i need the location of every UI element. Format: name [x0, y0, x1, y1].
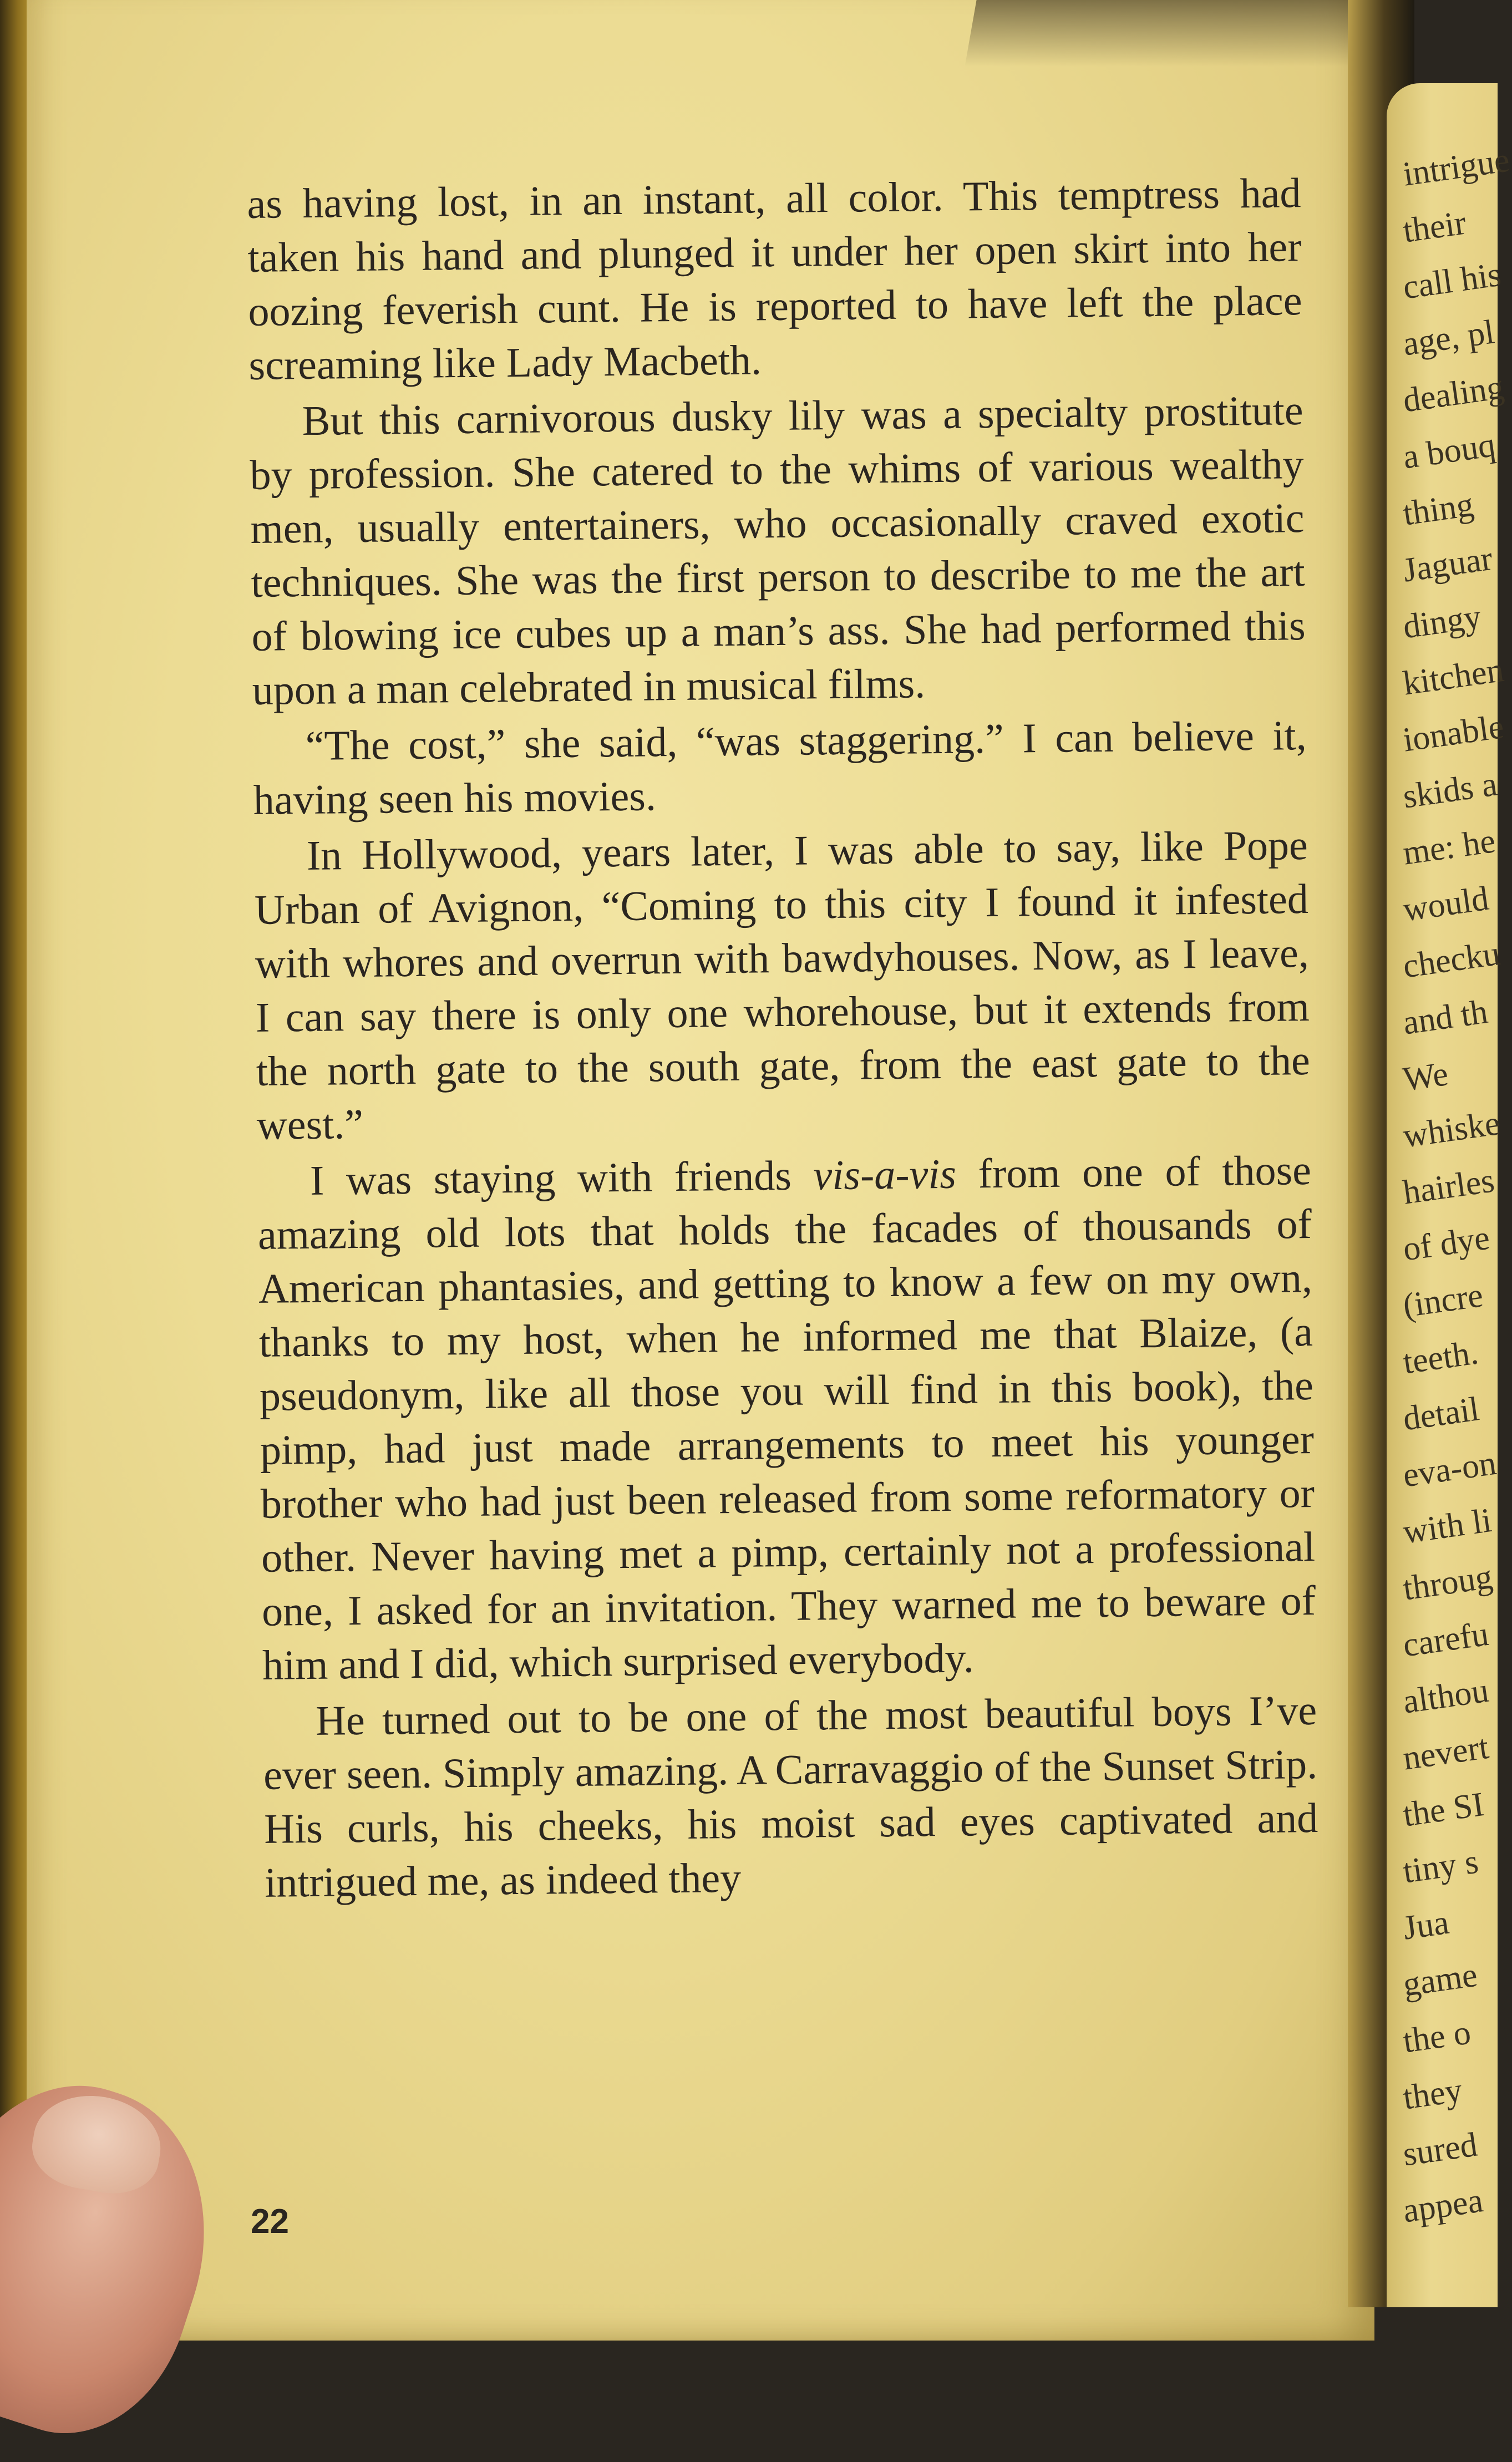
paragraph-2: But this carnivorous dusky lily was a specialty prostitute by profession. She catered to the whims of various wealthy men, usually entertainers, who occasionally craved exotic techniques. She was the first person to describe to me the art of blowing ice cubes up a man’s ass. She had performed this upon a man celebrated in musical films.: [250, 387, 1306, 714]
facing-page-fragment: hairles: [1401, 1161, 1497, 1212]
facing-page-fragment: a bouq: [1401, 426, 1498, 476]
facing-page-fragment: kitchen: [1401, 651, 1506, 703]
facing-page-fragment: thing: [1401, 485, 1476, 533]
facing-page-fragment: teeth.: [1401, 1333, 1481, 1382]
facing-page-fragment: appea: [1401, 2181, 1485, 2230]
facing-page-fragment: game: [1401, 1956, 1480, 2004]
facing-page-fragment: skids a: [1401, 765, 1500, 816]
facing-page-fragment: age, pl: [1401, 313, 1497, 363]
paragraph-4: In Hollywood, years later, I was able to say, like Pope Urban of Avignon, “Coming to this city I found it infested with whores and overrun with bawdyhouses. Now, as I leave, I can say there is only one whorehouse, but it extends from the north gate to the south gate, from the east gate to the west.”: [254, 822, 1311, 1149]
facing-page-fragment: Jaguar: [1401, 539, 1495, 590]
facing-page-fragment: me: he: [1401, 822, 1498, 872]
facing-page-fragment: of dye: [1401, 1219, 1492, 1268]
facing-page-fragment: intrigue: [1401, 141, 1512, 194]
facing-page-fragment: and th: [1401, 993, 1490, 1042]
page-text: [247, 166, 1319, 1912]
facing-page-fragment: they: [1401, 2071, 1465, 2117]
facing-page-fragment: ionable: [1401, 707, 1506, 759]
facing-page: [1387, 83, 1512, 2307]
paragraph-3: “The cost,” she said, “was staggering.” I can believe it, having seen his movies.: [253, 712, 1307, 824]
facing-page-fragment: dealing: [1401, 368, 1506, 420]
facing-page-fragment: Jua: [1401, 1903, 1452, 1947]
paragraph-6: He turned out to be one of the most beautiful boys I’ve ever seen. Simply amazing. A Carravaggio of the Sunset Strip. His curls, his cheeks, his moist sad eyes captivated and intrigued me, as indeed they: [263, 1687, 1318, 1906]
paragraph-5-italic: vis-a-vis: [813, 1150, 957, 1199]
facing-page-fragment: the SI: [1401, 1785, 1486, 1834]
page-top-shadow: [965, 0, 1409, 67]
facing-page-fragment: checku: [1401, 934, 1503, 986]
facing-page-fragment: the o: [1401, 2013, 1473, 2060]
paragraph-5-end: from one of those amazing old lots that holds the facades of thousands of American phantasies, and getting to know a few on my own, thanks to my host, when he informed me that Blaize, (a pseudonym, like all those you will find in this book), the pimp, had just made arrangements to meet his younger brother who had just been released from some reformatory or other. Never having met a pimp, certainly not a professional one, I asked for an invitation. They warned me to beware of him and I did, which surprised everybody.: [257, 1147, 1316, 1689]
facing-page-fragment: althou: [1401, 1671, 1491, 1721]
facing-page-fragment: We: [1401, 1055, 1450, 1099]
facing-page-fragment: eva-on: [1401, 1444, 1499, 1495]
paragraph-5-start: I was staying with friends: [309, 1152, 814, 1204]
facing-page-fragment: whiske: [1401, 1104, 1503, 1155]
facing-page-fragment: their: [1401, 204, 1469, 250]
facing-page-fragment: call his: [1401, 255, 1504, 307]
facing-page-fragment: (incre: [1401, 1276, 1485, 1325]
page-number: 22: [251, 2202, 289, 2241]
facing-page-fragment: sured: [1401, 2125, 1480, 2174]
paragraph-1: as having lost, in an instant, all color. This temptress had taken his hand and plunged it under her open skirt into her oozing feverish cunt. He is reported to have left the place screaming like Lady Macbeth.: [247, 170, 1302, 389]
facing-page-fragment: would: [1401, 879, 1491, 929]
facing-page-fragment: dingy: [1401, 597, 1484, 646]
facing-page-fragment: detail: [1401, 1390, 1482, 1438]
facing-page-fragment: throug: [1401, 1557, 1495, 1608]
facing-page-fragment: with li: [1401, 1501, 1494, 1551]
facing-page-fragment: nevert: [1401, 1728, 1491, 1778]
facing-page-fragment: tiny s: [1401, 1842, 1481, 1891]
paragraph-5: [257, 1144, 1316, 1693]
facing-page-fragment: carefu: [1401, 1615, 1491, 1664]
